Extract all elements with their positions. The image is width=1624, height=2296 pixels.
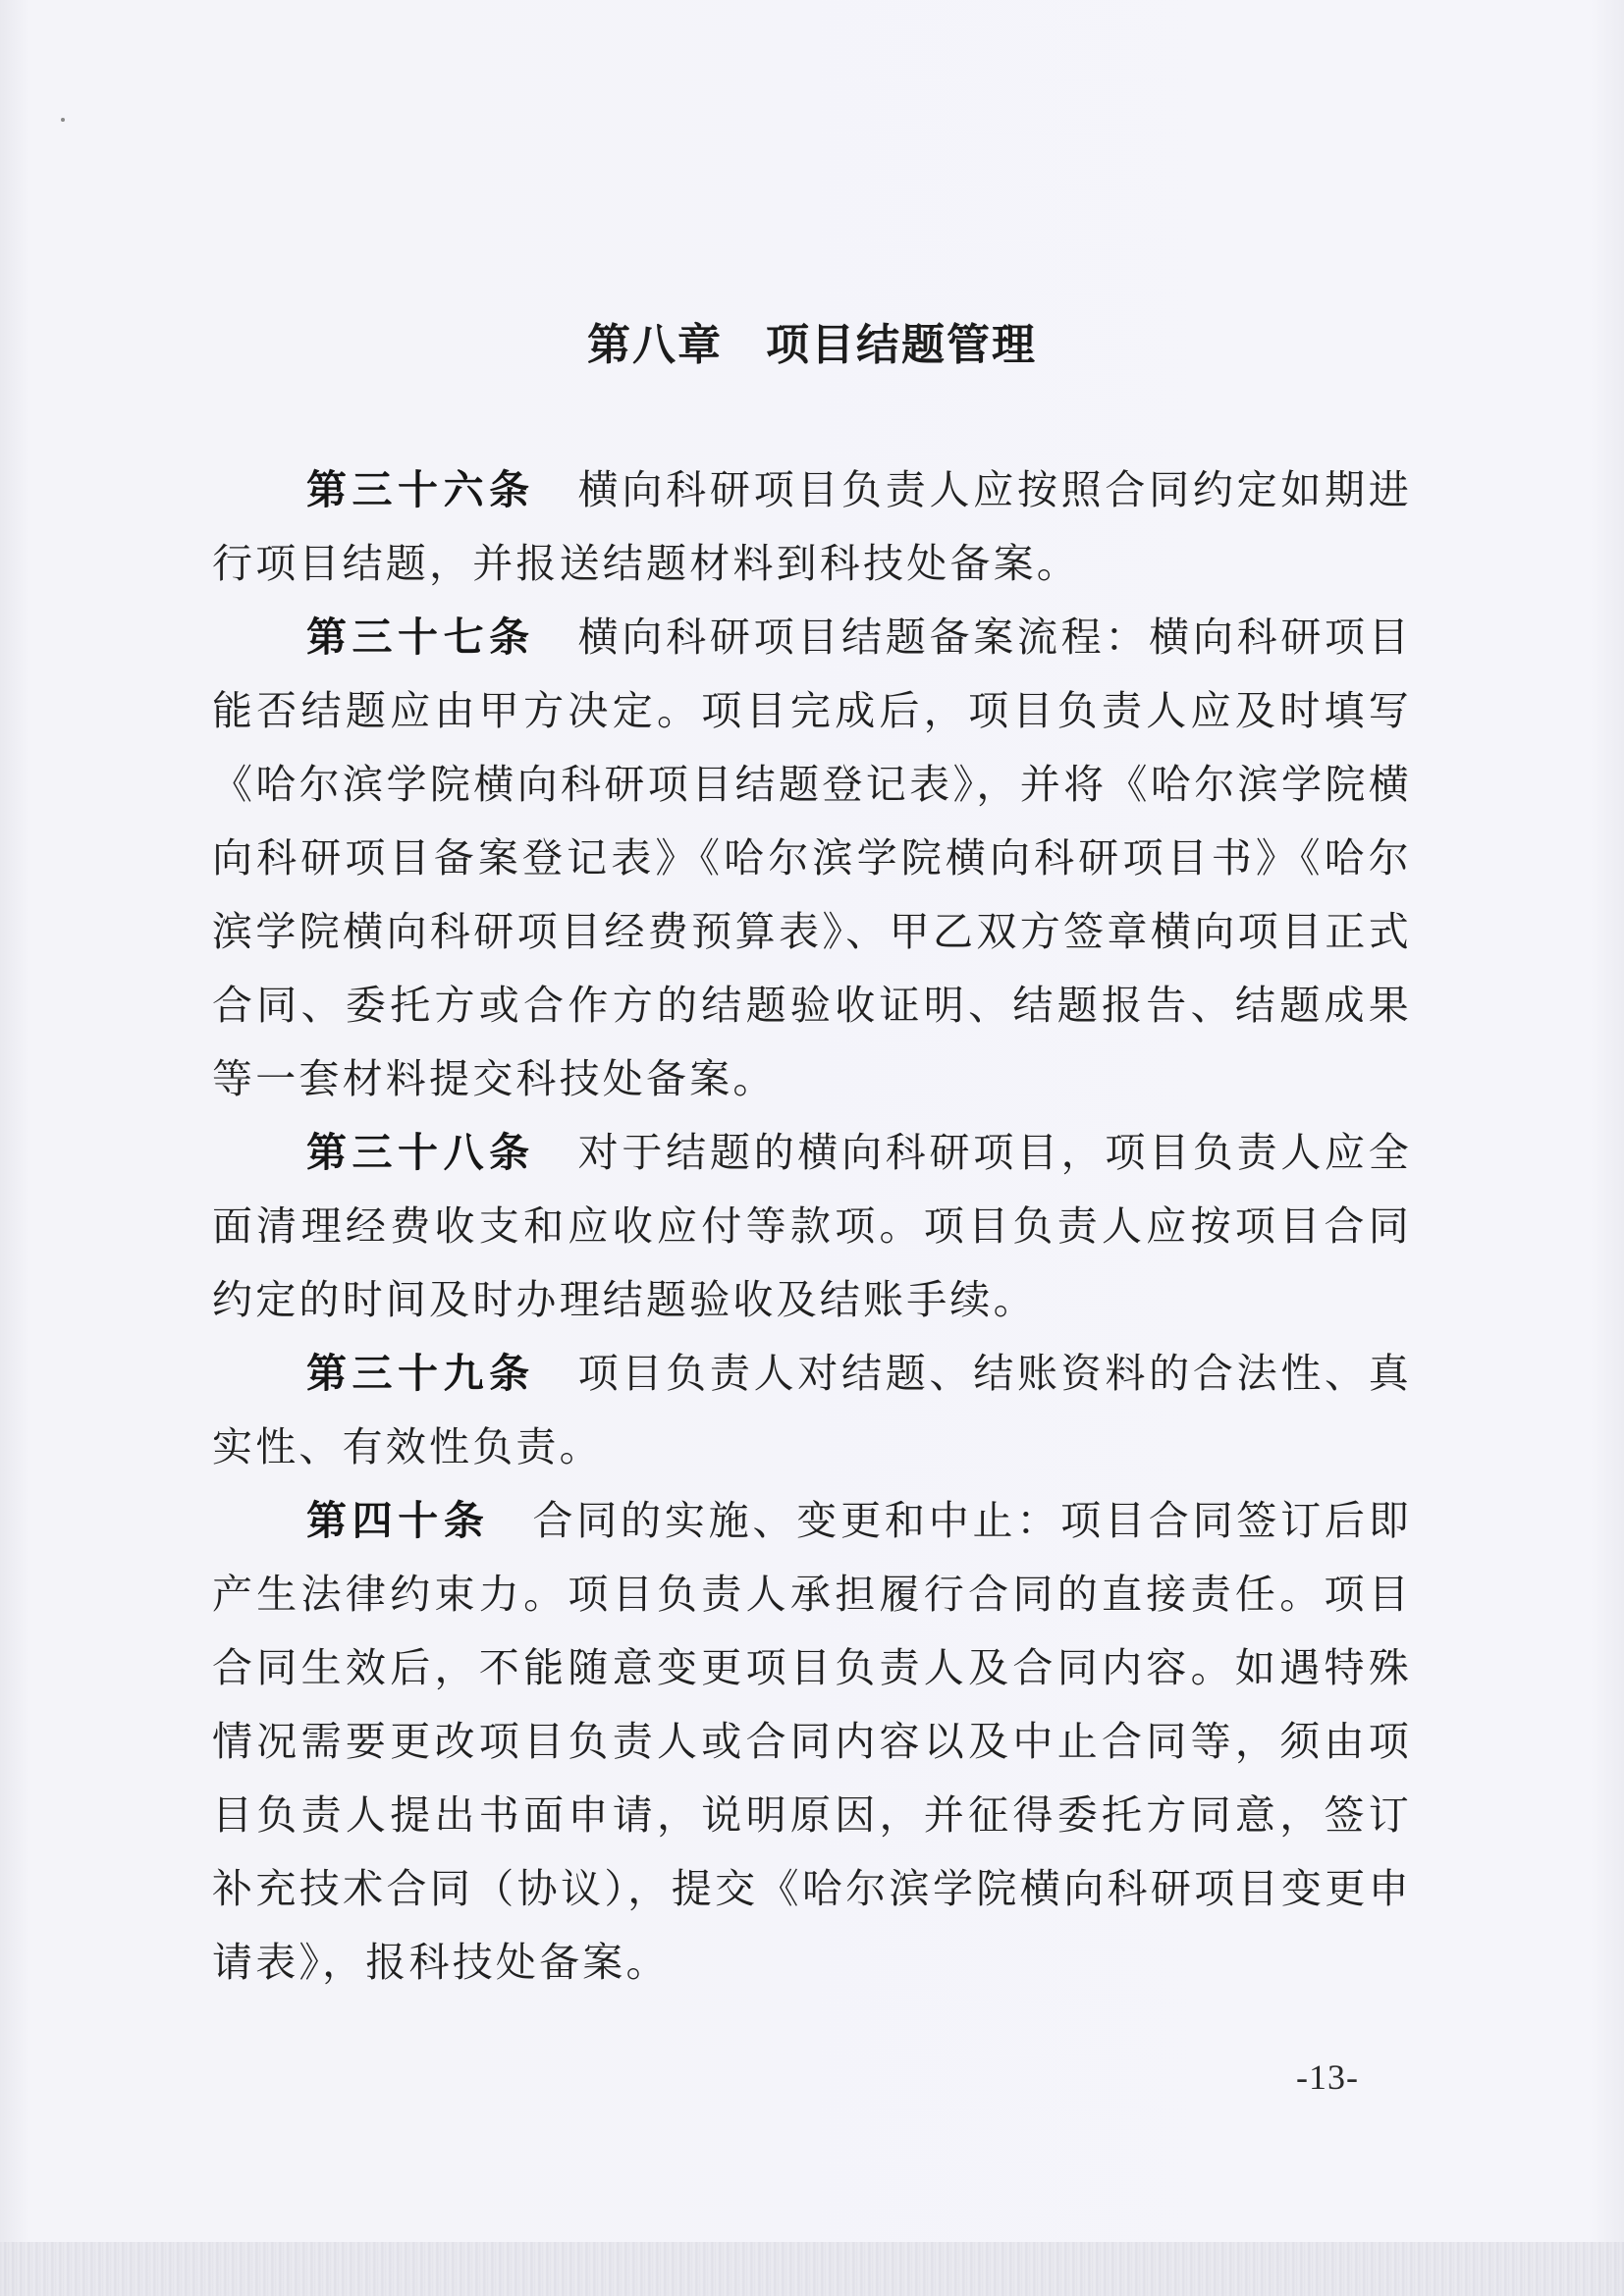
article-text: 横向科研项目结题备案流程：横向科研项目能否结题应由甲方决定。项目完成后，项目负责人应及时填写《哈尔滨学院横向科研项目结题登记表》，并将《哈尔滨学院横向科研项目备案登记表》《哈尔滨学院横向科研项目书》《哈尔滨学院横向科研项目经费预算表》、甲乙双方签章横向项目正式合同、委托方或合作方的结题验收证明、结题报告、结题成果等一套材料提交科技处备案。 [212,614,1412,1102]
article-number: 第三十八条 [306,1129,535,1176]
article-text: 对于结题的横向科研项目，项目负责人应全面清理经费收支和应收应付等款项。项目负责人应按项目合同约定的时间及时办理结题验收及结账手续。 [212,1129,1412,1323]
page-number: -13- [1296,2057,1359,2097]
article-number: 第三十九条 [306,1350,535,1397]
article-39 [212,1337,1412,1484]
article-text: 项目负责人对结题、结账资料的合法性、真实性、有效性负责。 [212,1350,1412,1470]
article-number: 第四十条 [306,1497,490,1544]
article-number: 第三十六条 [306,466,535,513]
scan-speck [61,118,65,122]
scan-edge [0,2242,1624,2296]
article-number: 第三十七条 [306,614,535,661]
chapter-title [0,316,1624,375]
article-38 [212,1116,1412,1337]
article-text: 合同的实施、变更和中止：项目合同签订后即产生法律约束力。项目负责人承担履行合同的直接责任。项目合同生效后，不能随意变更项目负责人及合同内容。如遇特殊情况需要更改项目负责人或合同内容以及中止合同等，须由项目负责人提出书面申请，说明原因，并征得委托方同意，签订补充技术合同（协议），提交《哈尔滨学院横向科研项目变更申请表》，报科技处备案。 [212,1497,1413,1986]
chapter-number: 第八章 [587,320,723,370]
article-text: 横向科研项目负责人应按照合同约定如期进行项目结题，并报送结题材料到科技处备案。 [212,466,1412,587]
chapter-name: 项目结题管理 [766,320,1037,370]
article-36 [212,454,1412,601]
article-37 [212,601,1412,1116]
article-list [212,454,1412,2000]
article-40 [212,1484,1412,2000]
